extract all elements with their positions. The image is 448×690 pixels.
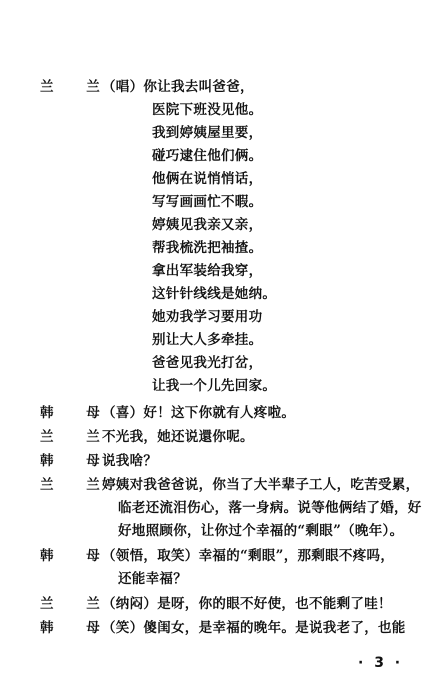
dialogue-continuation: 好地照顾你，让你过个幸福的“剩眼”（晚年）。	[118, 523, 404, 539]
verse-line: 写写画画忙不暇。	[152, 194, 263, 210]
verse-line: 拿出军装给我穿，	[152, 263, 263, 279]
verse-line: 爸爸见我光打岔，	[152, 355, 263, 371]
verse-line: 帮我梳洗把袖揸。	[152, 240, 263, 256]
verse-line: 她劝我学习要用功	[152, 309, 263, 325]
dialogue-line: 不光我，她还说還你呢。	[102, 429, 254, 445]
speaker-hanmu: 韩 母	[40, 620, 114, 636]
dialogue-line: 婷姨对我爸爸说，你当了大半辈子工人，吃苦受累，	[102, 477, 420, 493]
verse-line: 医院下班没见他。	[152, 102, 263, 118]
dialogue-continuation: 临老还流泪伤心，落一身病。说等他俩结了婚，好	[118, 500, 422, 516]
verse-line: 让我一个儿先回家。	[152, 378, 277, 394]
verse-line: 他俩在说悄悄话，	[152, 171, 263, 187]
speaker-hanmu: 韩 母	[40, 548, 114, 564]
speaker-lanlan: 兰 兰	[40, 79, 114, 95]
dialogue-continuation: 还能幸福？	[118, 571, 187, 587]
verse-line: 别让大人多牵挂。	[152, 332, 263, 348]
song-line-1: （唱）你让我去叫爸爸，	[102, 79, 254, 95]
dialogue-line: 说我啥？	[102, 453, 158, 469]
dialogue-line: （喜）好！这下你就有人疼啦。	[102, 405, 296, 421]
verse-line: 碰巧逮住他们俩。	[152, 148, 263, 164]
speaker-lanlan: 兰 兰	[40, 429, 114, 445]
speaker-lanlan: 兰 兰	[40, 477, 114, 493]
page-number: · 3 ·	[358, 655, 404, 671]
speaker-lanlan: 兰 兰	[40, 596, 114, 612]
speaker-hanmu: 韩 母	[40, 405, 114, 421]
dialogue-line: （纳闷）是呀，你的眼不好使，也不能剩了哇！	[102, 596, 392, 612]
dialogue-line: （领悟，取笑）幸福的“剩眼”，那剩眼不疼吗，	[102, 548, 395, 564]
verse-line: 婷姨见我亲又亲，	[152, 217, 263, 233]
verse-line: 这针针线线是她纳。	[152, 286, 277, 302]
dialogue-line: （笑）傻闺女，是幸福的晚年。是说我老了，也能	[102, 620, 406, 636]
verse-line: 我到婷姨屋里要，	[152, 125, 263, 141]
speaker-hanmu: 韩 母	[40, 453, 114, 469]
